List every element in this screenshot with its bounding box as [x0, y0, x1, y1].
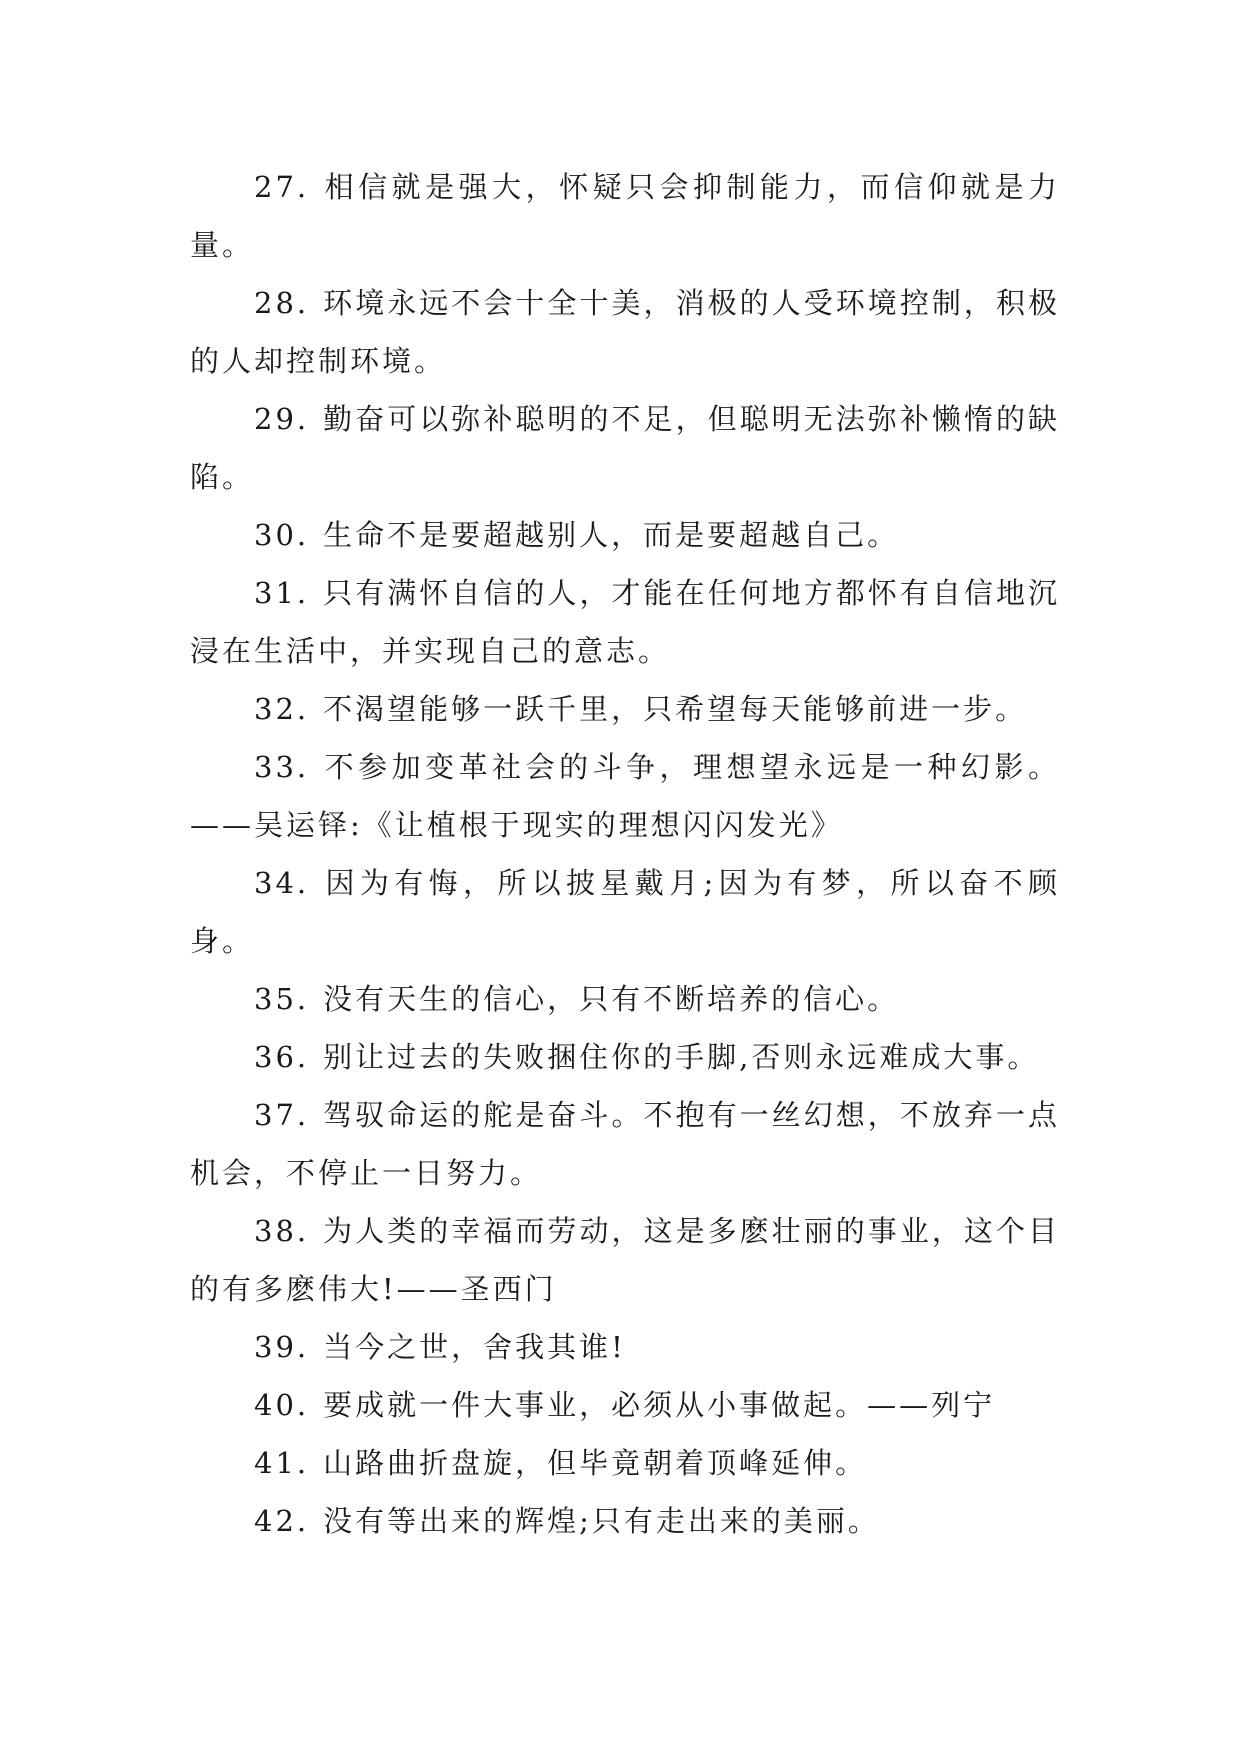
list-item	[190, 1376, 1060, 1434]
list-item	[190, 1492, 1060, 1550]
item-number: 38.	[254, 1214, 310, 1248]
quote-list	[190, 158, 1060, 1550]
item-text: 当今之世，舍我其谁!	[323, 1330, 626, 1364]
item-number: 28.	[254, 286, 310, 320]
item-number: 32.	[254, 692, 310, 726]
list-item	[190, 1434, 1060, 1492]
item-number: 41.	[254, 1446, 310, 1480]
list-item	[190, 1086, 1060, 1202]
item-text: 环境永远不会十全十美，消极的人受环境控制，积极的人却控制环境。	[190, 286, 1060, 378]
list-item	[190, 1028, 1060, 1086]
item-text: 不参加变革社会的斗争，理想望永远是一种幻影。——吴运铎:《让植根于现实的理想闪闪发光》	[190, 750, 1060, 842]
item-number: 42.	[254, 1504, 310, 1538]
list-item	[190, 564, 1060, 680]
item-number: 31.	[254, 576, 310, 610]
item-text: 要成就一件大事业，必须从小事做起。——列宁	[323, 1388, 996, 1422]
list-item	[190, 274, 1060, 390]
item-text: 相信就是强大，怀疑只会抑制能力，而信仰就是力量。	[190, 170, 1060, 262]
item-text: 勤奋可以弥补聪明的不足，但聪明无法弥补懒惰的缺陷。	[190, 402, 1060, 494]
item-number: 30.	[254, 518, 310, 552]
item-text: 没有等出来的辉煌;只有走出来的美丽。	[323, 1504, 880, 1538]
item-number: 35.	[254, 982, 310, 1016]
list-item	[190, 854, 1060, 970]
item-text: 别让过去的失败捆住你的手脚,否则永远难成大事。	[323, 1040, 1040, 1074]
item-number: 37.	[254, 1098, 310, 1132]
list-item	[190, 506, 1060, 564]
item-text: 山路曲折盘旋，但毕竟朝着顶峰延伸。	[323, 1446, 868, 1480]
item-number: 40.	[254, 1388, 310, 1422]
item-number: 33.	[254, 750, 310, 784]
list-item	[190, 970, 1060, 1028]
item-number: 36.	[254, 1040, 310, 1074]
item-text: 不渴望能够一跃千里，只希望每天能够前进一步。	[323, 692, 1028, 726]
list-item	[190, 738, 1060, 854]
item-text: 为人类的幸福而劳动，这是多麽壮丽的事业，这个目的有多麽伟大!——圣西门	[190, 1214, 1060, 1306]
item-number: 29.	[254, 402, 310, 436]
list-item	[190, 1318, 1060, 1376]
item-text: 没有天生的信心，只有不断培养的信心。	[323, 982, 900, 1016]
list-item	[190, 390, 1060, 506]
item-text: 因为有悔，所以披星戴月;因为有梦，所以奋不顾身。	[190, 866, 1060, 958]
list-item	[190, 680, 1060, 738]
item-number: 27.	[254, 170, 310, 204]
item-text: 生命不是要超越别人，而是要超越自己。	[323, 518, 900, 552]
list-item	[190, 158, 1060, 274]
item-number: 34.	[254, 866, 310, 900]
item-number: 39.	[254, 1330, 310, 1364]
list-item	[190, 1202, 1060, 1318]
item-text: 只有满怀自信的人，才能在任何地方都怀有自信地沉浸在生活中，并实现自己的意志。	[190, 576, 1060, 668]
item-text: 驾驭命运的舵是奋斗。不抱有一丝幻想，不放弃一点机会，不停止一日努力。	[190, 1098, 1060, 1190]
